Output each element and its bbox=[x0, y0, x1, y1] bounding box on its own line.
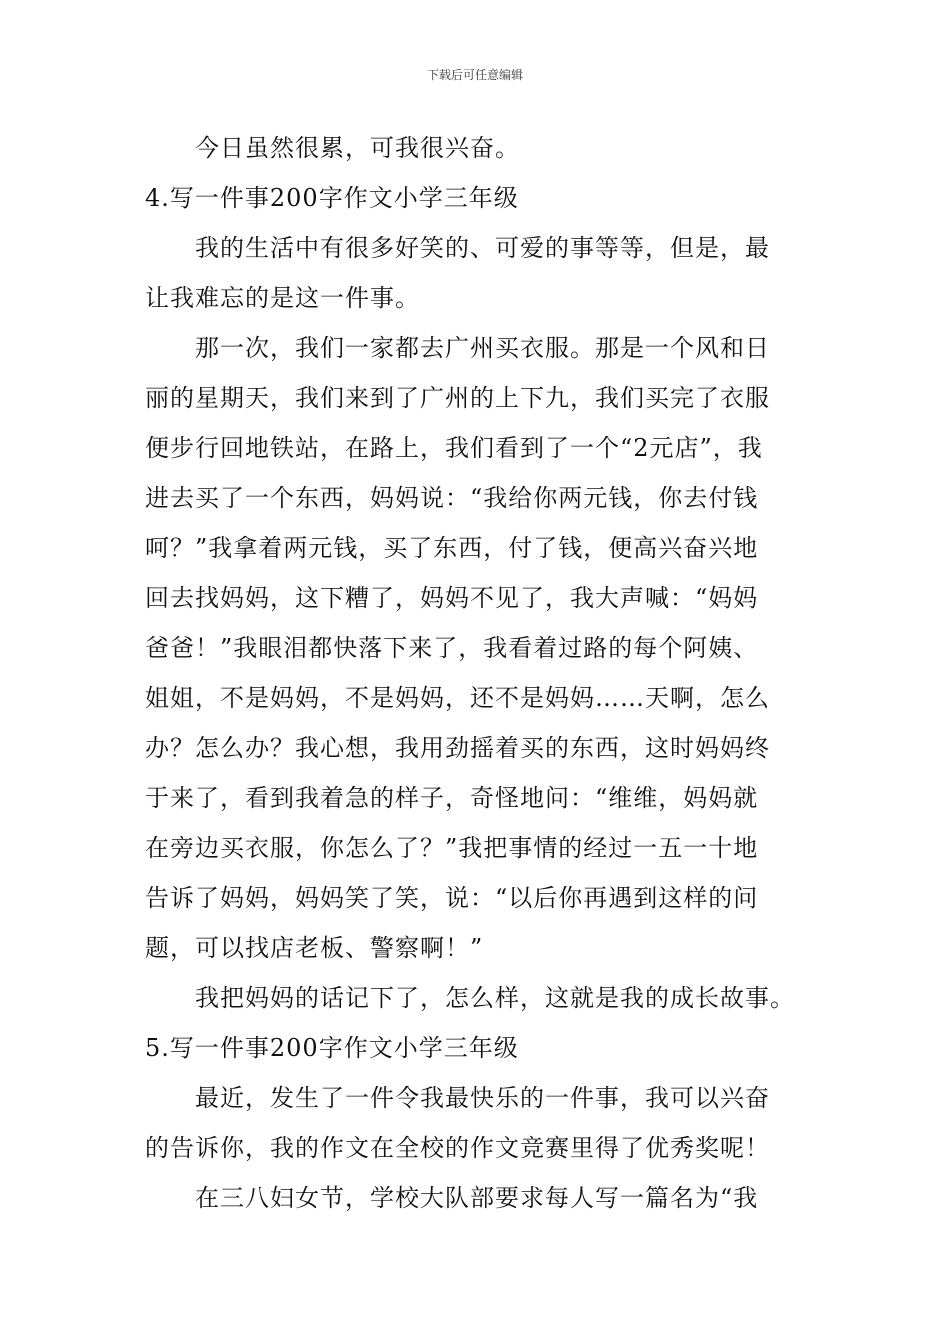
text-line: 于来了，看到我着急的样子，奇怪地问：“维维，妈妈就 bbox=[145, 784, 759, 812]
text-line: 最近，发生了一件令我最快乐的一件事，我可以兴奋 bbox=[195, 1084, 770, 1112]
text-line: 在旁边买衣服，你怎么了？”我把事情的经过一五一十地 bbox=[145, 834, 759, 862]
text-line: 那一次，我们一家都去广州买衣服。那是一个风和日 bbox=[195, 334, 770, 362]
page-header: 下载后可任意编辑 bbox=[426, 68, 523, 82]
text-line: 爸爸！”我眼泪都快落下来了，我看着过路的每个阿姨、 bbox=[145, 634, 759, 662]
text-line: 让我难忘的是这一件事。 bbox=[145, 284, 420, 312]
text-line: 办？怎么办？我心想，我用劲摇着买的东西，这时妈妈终 bbox=[145, 734, 770, 762]
text-line: 进去买了一个东西，妈妈说：“我给你两元钱，你去付钱 bbox=[145, 484, 759, 512]
text-line: 告诉了妈妈，妈妈笑了笑，说：“以后你再遇到这样的问 bbox=[145, 884, 759, 912]
text-line: 我的生活中有很多好笑的、可爱的事等等，但是，最 bbox=[195, 234, 770, 262]
section-heading: 5.写一件事200字作文小学三年级 bbox=[145, 1034, 519, 1062]
text-line: 我把妈妈的话记下了，怎么样，这就是我的成长故事。 bbox=[195, 984, 795, 1012]
text-line: 今日虽然很累，可我很兴奋。 bbox=[195, 134, 520, 162]
text-line: 题，可以找店老板、警察啊！” bbox=[145, 934, 484, 962]
text-line: 便步行回地铁站，在路上，我们看到了一个“2元店”，我 bbox=[145, 434, 763, 462]
text-line: 在三八妇女节，学校大队部要求每人写一篇名为“我 bbox=[195, 1184, 759, 1212]
text-line: 呵？”我拿着两元钱，买了东西，付了钱，便高兴奋兴地 bbox=[145, 534, 759, 562]
text-line: 丽的星期天，我们来到了广州的上下九，我们买完了衣服 bbox=[145, 384, 770, 412]
section-heading: 4.写一件事200字作文小学三年级 bbox=[145, 184, 519, 212]
text-line: 姐姐，不是妈妈，不是妈妈，还不是妈妈……天啊，怎么 bbox=[145, 684, 770, 712]
text-line: 回去找妈妈，这下糟了，妈妈不见了，我大声喊：“妈妈 bbox=[145, 584, 759, 612]
text-line: 的告诉你，我的作文在全校的作文竞赛里得了优秀奖呢！ bbox=[145, 1134, 770, 1162]
